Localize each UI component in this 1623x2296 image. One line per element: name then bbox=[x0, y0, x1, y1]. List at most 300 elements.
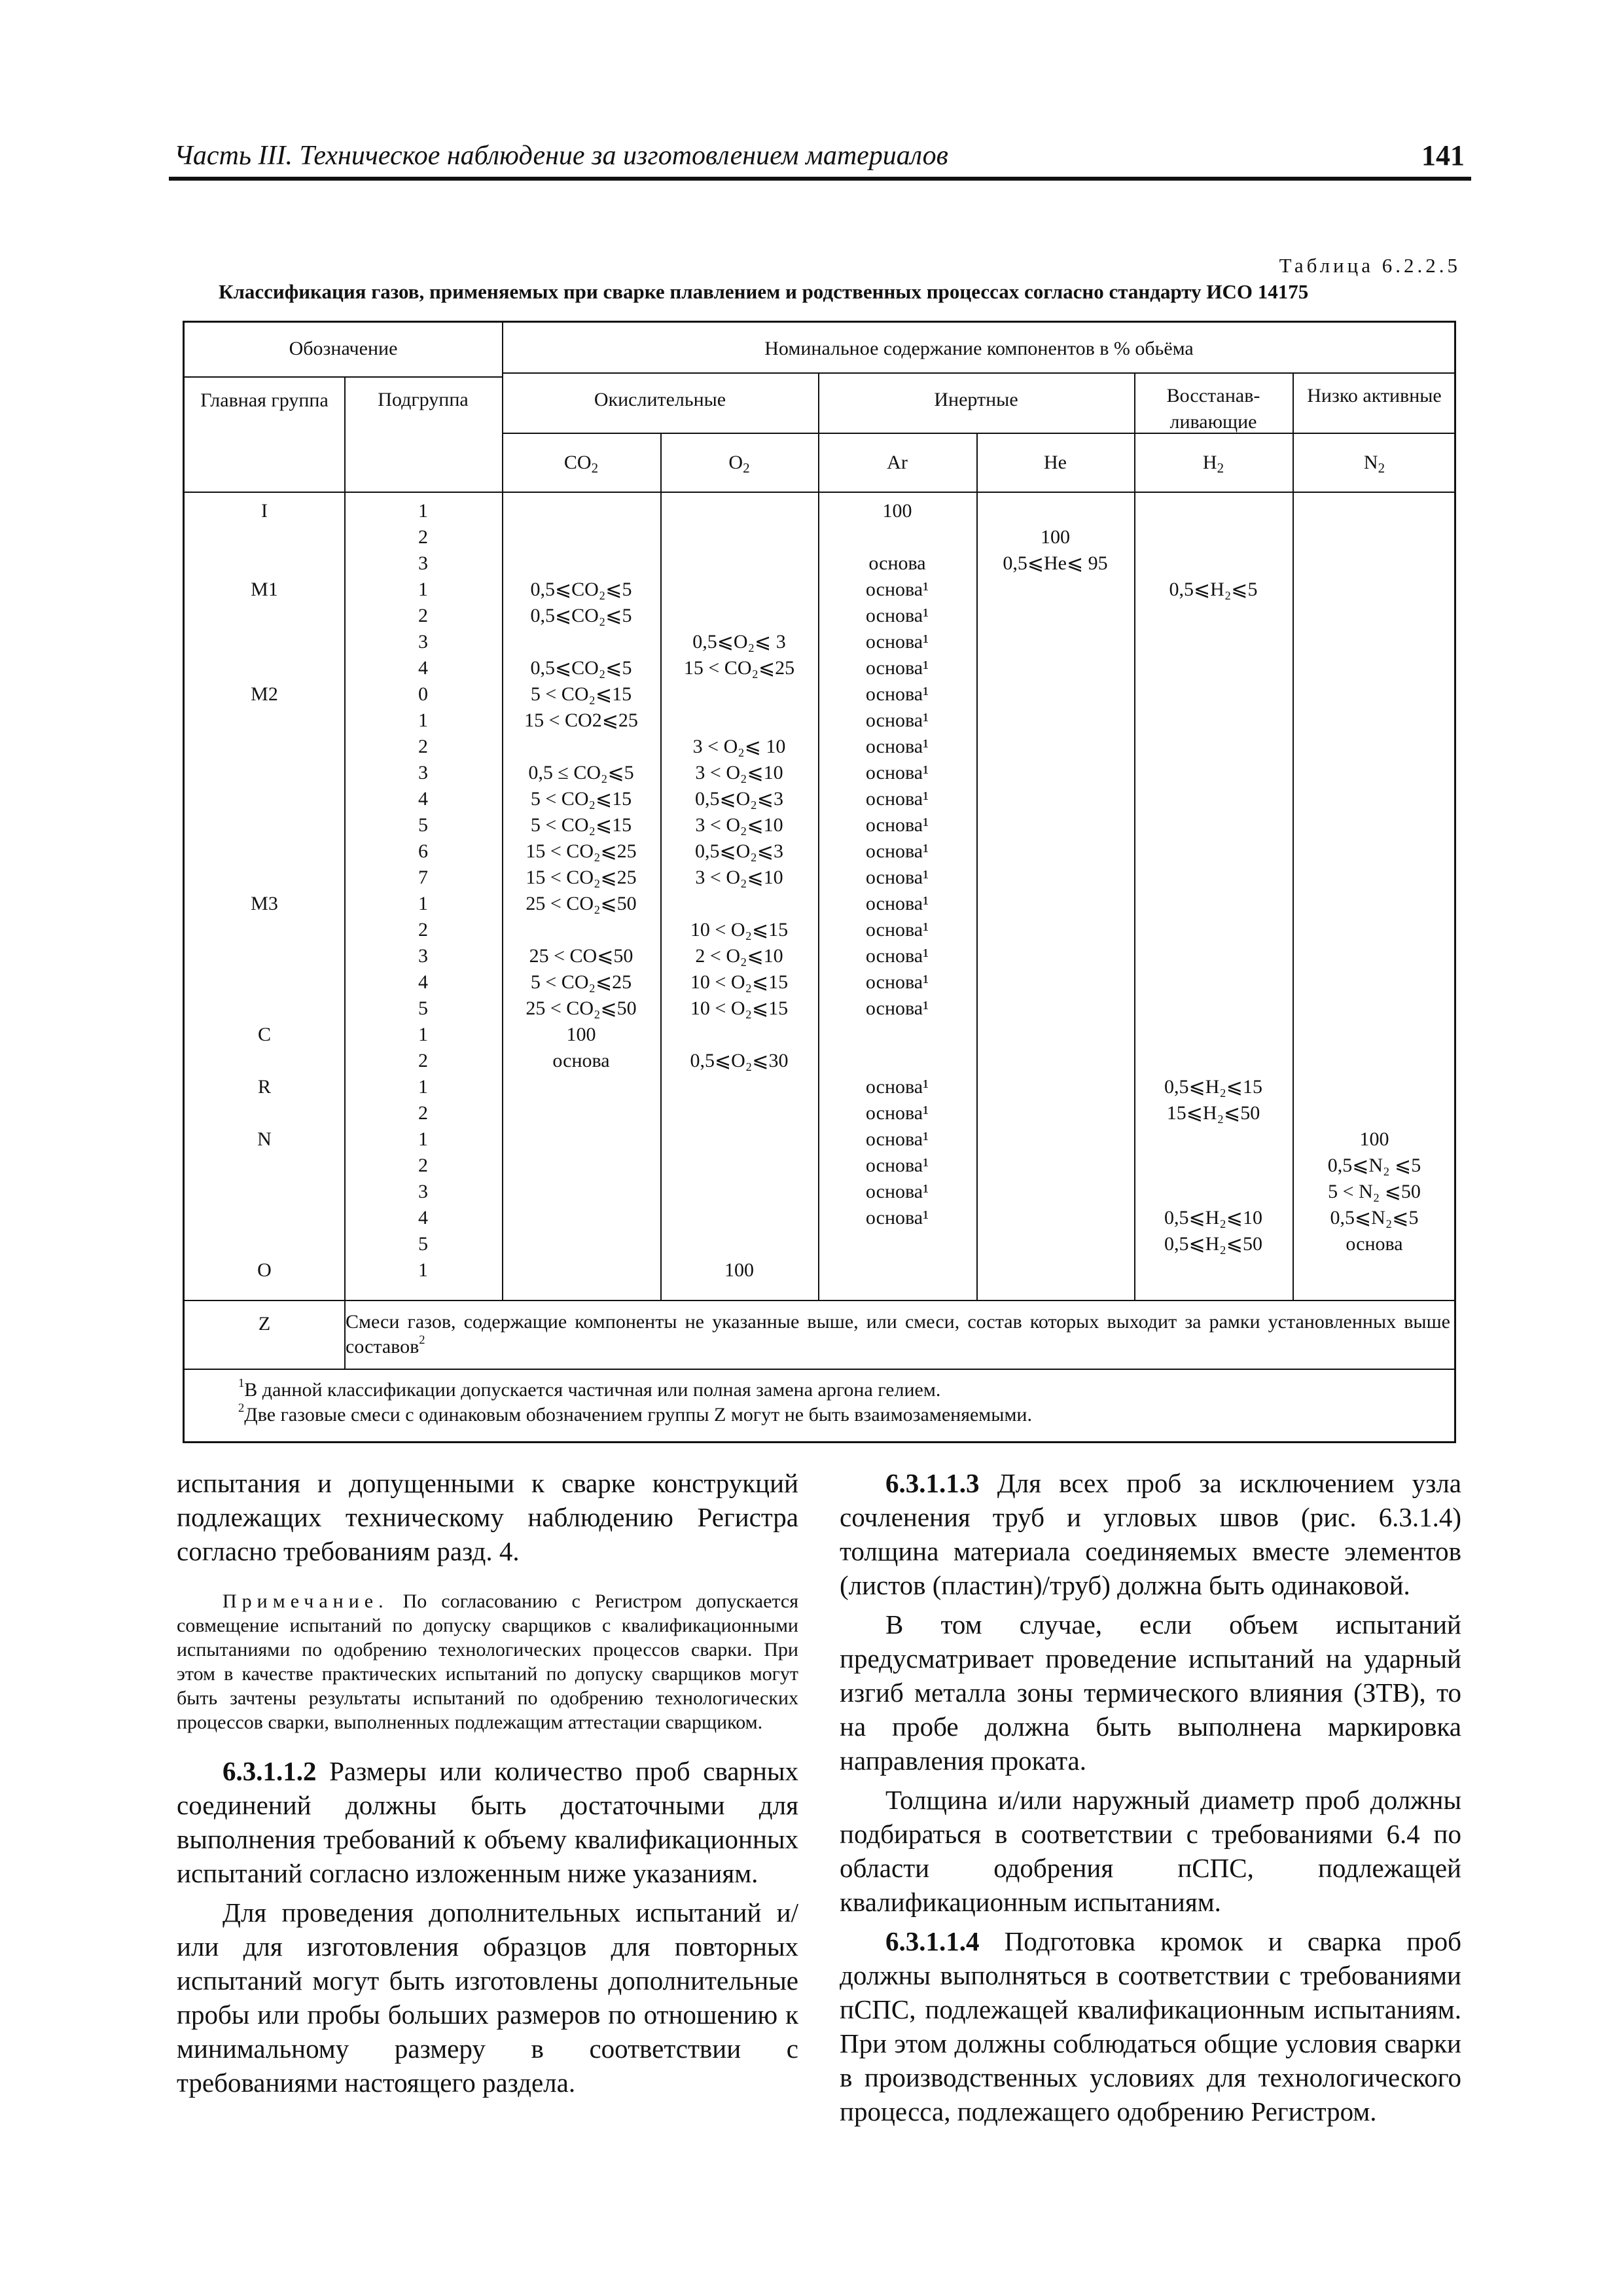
z-footnote-mark: 2 bbox=[419, 1333, 425, 1347]
table-cell-co2 bbox=[502, 1257, 660, 1283]
table-cell-co2 bbox=[502, 1231, 660, 1257]
table-cell-group bbox=[185, 1231, 344, 1257]
table-cell-co2 bbox=[502, 1153, 660, 1179]
column-ar bbox=[818, 498, 976, 1283]
table-cell-o2 bbox=[660, 1074, 818, 1100]
table-cell-sub: 1 bbox=[418, 579, 428, 600]
table-cell-h2 bbox=[1134, 708, 1293, 734]
o2-subscript: 2 bbox=[743, 460, 750, 476]
z-description bbox=[346, 1310, 1450, 1359]
table-cell-co2: 25 < CO₂⩽50 bbox=[526, 893, 637, 914]
header-ar: Ar bbox=[887, 452, 908, 473]
table-cell-h2 bbox=[1134, 969, 1293, 996]
table-cell-n2: 0,5⩽N₂⩽5 bbox=[1330, 1207, 1419, 1229]
table-cell-o2: 2 < O₂⩽10 bbox=[695, 945, 783, 967]
column-n2 bbox=[1293, 498, 1456, 1283]
table-cell-he bbox=[976, 969, 1134, 996]
table-cell-ar: основа¹ bbox=[865, 893, 929, 914]
table-cell-sub: 1 bbox=[418, 1128, 428, 1150]
table-caption: Классификация газов, применяемых при сварке плавлением и родственных процессах согласно стандарту ИСО 14175 bbox=[219, 280, 1309, 303]
table-cell-group bbox=[185, 603, 344, 629]
table-cell-group bbox=[185, 786, 344, 812]
table-cell-sub: 3 bbox=[418, 762, 428, 783]
table-cell-he bbox=[976, 760, 1134, 786]
table-cell-sub: 4 bbox=[418, 971, 428, 993]
table-cell-o2: 15 < CO₂⩽25 bbox=[683, 657, 795, 679]
table-cell-sub: 2 bbox=[418, 526, 428, 548]
table-cell-co2 bbox=[502, 1100, 660, 1126]
table-cell-h2 bbox=[1134, 629, 1293, 655]
table-cell-o2 bbox=[660, 550, 818, 577]
table-cell-o2 bbox=[660, 708, 818, 734]
clause-number: 6.3.1.1.2 bbox=[223, 1756, 317, 1786]
table-cell-ar: основа¹ bbox=[865, 709, 929, 731]
table-cell-ar: основа¹ bbox=[865, 1207, 929, 1229]
table-cell-he bbox=[976, 1074, 1134, 1100]
table-cell-co2: 0,5⩽CO₂⩽5 bbox=[530, 605, 632, 626]
table-cell-he bbox=[976, 498, 1134, 524]
table-cell-sub: 4 bbox=[418, 1207, 428, 1229]
table-cell-group: M3 bbox=[251, 893, 278, 914]
clause-6-3-1-1-3 bbox=[840, 1466, 1461, 1602]
table-cell-sub: 1 bbox=[418, 500, 428, 522]
table-cell-h2 bbox=[1134, 996, 1293, 1022]
table-cell-o2: 3 < O₂⩽10 bbox=[695, 814, 783, 836]
table-cell-sub: 5 bbox=[418, 814, 428, 836]
table-cell-h2 bbox=[1134, 734, 1293, 760]
table-cell-he bbox=[976, 1100, 1134, 1126]
table-cell-sub: 3 bbox=[418, 552, 428, 574]
table-cell-co2: основа bbox=[552, 1050, 610, 1071]
table-cell-h2 bbox=[1134, 812, 1293, 838]
paragraph: Для проведения дополнительных испытаний и/или для изготовления образцов для повторных испытаний могут быть изготовлены дополнительные пробы или пробы больших размеров по отношению к минимальному размеру в соответствии с требованиями настоящего раздела. bbox=[177, 1897, 798, 2098]
clause-number: 6.3.1.1.3 bbox=[885, 1468, 980, 1498]
table-cell-co2 bbox=[502, 1205, 660, 1231]
table-cell-n2 bbox=[1293, 524, 1456, 550]
header-reducing-text: Восстанав-ливающие bbox=[1166, 385, 1260, 433]
h2-subscript: 2 bbox=[1217, 460, 1224, 476]
table-cell-group: I bbox=[261, 500, 268, 522]
table-cell-he bbox=[976, 603, 1134, 629]
table-cell-sub: 1 bbox=[418, 1076, 428, 1098]
co2-subscript: 2 bbox=[591, 460, 599, 476]
header-o2 bbox=[660, 451, 818, 474]
table-cell-he bbox=[976, 1153, 1134, 1179]
header-subgroup: Подгруппа bbox=[378, 389, 469, 410]
column-main-group bbox=[185, 498, 344, 1283]
table-cell-he bbox=[976, 1231, 1134, 1257]
table-cell-sub: 4 bbox=[418, 788, 428, 810]
table-cell-o2 bbox=[660, 1126, 818, 1153]
table-cell-h2 bbox=[1134, 550, 1293, 577]
footnote-2-mark: 2 bbox=[238, 1401, 245, 1415]
table-cell-group: O bbox=[257, 1259, 272, 1281]
table-cell-group bbox=[185, 760, 344, 786]
table-number: Таблица 6.2.2.5 bbox=[1279, 254, 1461, 277]
table-cell-co2: 25 < CO₂⩽50 bbox=[526, 997, 637, 1019]
header-reducing bbox=[1134, 383, 1293, 435]
header-low-active-text: Низко активные bbox=[1307, 385, 1442, 406]
footnote-2-text: Две газовые смеси с одинаковым обозначением группы Z могут не быть взаимозаменяемыми. bbox=[244, 1404, 1032, 1426]
table-cell-he bbox=[976, 1022, 1134, 1048]
table-cell-ar: 100 bbox=[882, 500, 912, 522]
table-cell-co2: 0,5 ≤ CO₂⩽5 bbox=[528, 762, 634, 783]
table-cell-co2: 15 < CO₂⩽25 bbox=[526, 867, 637, 888]
table-cell-h2: 0,5⩽H₂⩽10 bbox=[1164, 1207, 1262, 1229]
table-cell-h2 bbox=[1134, 681, 1293, 708]
table-cell-o2: 3 < O₂⩽10 bbox=[695, 867, 783, 888]
header-oxidizing: Окислительные bbox=[594, 389, 726, 410]
table-cell-group bbox=[185, 943, 344, 969]
table-cell-sub: 3 bbox=[418, 1181, 428, 1202]
table-cell-group bbox=[185, 629, 344, 655]
table-cell-co2 bbox=[502, 550, 660, 577]
table-cell-co2 bbox=[502, 1179, 660, 1205]
footnote-2 bbox=[238, 1403, 1032, 1427]
clause-text: Для всех проб за исключением узла сочленения труб и угловых швов (рис. 6.3.1.4) толщина материала соединяемых вместе элементов (листов (пластин)/труб) должна быть одинаковой. bbox=[840, 1468, 1461, 1600]
table-cell-sub: 2 bbox=[418, 1102, 428, 1124]
table-cell-sub: 4 bbox=[418, 657, 428, 679]
table-cell-ar: основа¹ bbox=[865, 788, 929, 810]
table-cell-group: M2 bbox=[251, 683, 278, 705]
table-cell-co2 bbox=[502, 498, 660, 524]
table-cell-o2 bbox=[660, 524, 818, 550]
column-co2 bbox=[502, 498, 660, 1283]
table-cell-co2: 25 < CO⩽50 bbox=[529, 945, 633, 967]
table-cell-he bbox=[976, 629, 1134, 655]
table-rule bbox=[502, 433, 1456, 434]
header-co2 bbox=[502, 451, 660, 474]
table-cell-ar: основа bbox=[868, 552, 926, 574]
table-cell-sub: 2 bbox=[418, 605, 428, 626]
table-cell-o2 bbox=[660, 603, 818, 629]
table-cell-co2: 5 < CO₂⩽15 bbox=[530, 788, 632, 810]
table-rule bbox=[185, 1300, 1456, 1301]
table-cell-sub: 2 bbox=[418, 919, 428, 941]
n2-subscript: 2 bbox=[1378, 460, 1385, 476]
table-cell-n2 bbox=[1293, 1022, 1456, 1048]
table-cell-h2 bbox=[1134, 760, 1293, 786]
table-cell-sub: 3 bbox=[418, 631, 428, 653]
table-cell-group bbox=[185, 838, 344, 865]
table-cell-o2: 10 < O₂⩽15 bbox=[690, 971, 789, 993]
table-cell-co2: 5 < CO₂⩽15 bbox=[530, 814, 632, 836]
note bbox=[177, 1589, 798, 1734]
table-cell-ar bbox=[818, 1257, 976, 1283]
table-cell-n2 bbox=[1293, 969, 1456, 996]
table-cell-ar bbox=[818, 1022, 976, 1048]
table-cell-h2 bbox=[1134, 786, 1293, 812]
table-cell-n2 bbox=[1293, 760, 1456, 786]
table-cell-co2 bbox=[502, 917, 660, 943]
table-cell-he bbox=[976, 1257, 1134, 1283]
table-cell-sub: 2 bbox=[418, 736, 428, 757]
table-cell-n2 bbox=[1293, 917, 1456, 943]
table-cell-sub: 1 bbox=[418, 1259, 428, 1281]
table-cell-he: 0,5⩽He⩽ 95 bbox=[1003, 552, 1108, 574]
table-cell-he bbox=[976, 1048, 1134, 1074]
note-title: Примечание. bbox=[223, 1590, 389, 1612]
table-cell-sub: 1 bbox=[418, 1024, 428, 1045]
table-cell-o2 bbox=[660, 681, 818, 708]
table-cell-ar: основа¹ bbox=[865, 736, 929, 757]
column-he bbox=[976, 498, 1134, 1283]
table-cell-he bbox=[976, 681, 1134, 708]
table-cell-ar: основа¹ bbox=[865, 997, 929, 1019]
clause-number: 6.3.1.1.4 bbox=[885, 1926, 980, 1956]
table-cell-co2: 5 < CO₂⩽15 bbox=[530, 683, 632, 705]
table-cell-ar: основа¹ bbox=[865, 657, 929, 679]
table-cell-n2 bbox=[1293, 1048, 1456, 1074]
co2-label: CO bbox=[563, 452, 592, 473]
table-cell-sub: 1 bbox=[418, 709, 428, 731]
table-cell-group: R bbox=[257, 1076, 271, 1098]
table-cell-co2 bbox=[502, 1074, 660, 1100]
table-cell-n2 bbox=[1293, 708, 1456, 734]
table-cell-group bbox=[185, 1205, 344, 1231]
clause-text: Подготовка кромок и сварка проб должны выполняться в соответствии с требованиями пСПС, подлежащей квалификационным испытаниям. При этом должны соблюдаться общие условия сварки в производственных условиях для технологического процесса, подлежащего одобрению Регистром. bbox=[840, 1926, 1462, 2126]
table-cell-n2 bbox=[1293, 838, 1456, 865]
table-rule bbox=[185, 492, 1456, 493]
table-cell-h2 bbox=[1134, 1022, 1293, 1048]
table-cell-co2: 15 < CO₂⩽25 bbox=[526, 840, 637, 862]
table-cell-he bbox=[976, 996, 1134, 1022]
table-cell-o2: 10 < O₂⩽15 bbox=[690, 919, 789, 941]
z-group: Z bbox=[258, 1313, 271, 1335]
paragraph: В том случае, если объем испытаний предусматривает проведение испытаний на ударный изгиб металла зоны термического влияния (ЗТВ), то на пробе должна быть выполнена маркировка направления проката. bbox=[840, 1609, 1461, 1776]
table-cell-sub: 2 bbox=[418, 1050, 428, 1071]
header-he: He bbox=[1044, 452, 1067, 473]
footnote-1-mark: 1 bbox=[238, 1376, 245, 1390]
table-cell-group bbox=[185, 1048, 344, 1074]
table-cell-h2 bbox=[1134, 838, 1293, 865]
table-cell-h2 bbox=[1134, 917, 1293, 943]
table-cell-n2 bbox=[1293, 734, 1456, 760]
table-cell-n2 bbox=[1293, 996, 1456, 1022]
table-cell-n2 bbox=[1293, 1074, 1456, 1100]
table-cell-co2 bbox=[502, 1126, 660, 1153]
header-inert: Инертные bbox=[934, 389, 1018, 410]
table-cell-ar bbox=[818, 524, 976, 550]
table-cell-ar: основа¹ bbox=[865, 1155, 929, 1176]
table-cell-group: N bbox=[257, 1128, 272, 1150]
body-column-right bbox=[840, 1466, 1461, 2134]
table-rule bbox=[185, 1369, 1456, 1370]
table-cell-n2 bbox=[1293, 603, 1456, 629]
table-cell-group: M1 bbox=[251, 579, 278, 600]
table-cell-he bbox=[976, 1126, 1134, 1153]
table-cell-he bbox=[976, 734, 1134, 760]
table-cell-group bbox=[185, 996, 344, 1022]
table-cell-o2: 0,5⩽O₂⩽ 3 bbox=[692, 631, 786, 653]
table-cell-ar: основа¹ bbox=[865, 971, 929, 993]
table-cell-he bbox=[976, 655, 1134, 681]
table-cell-ar: основа¹ bbox=[865, 605, 929, 626]
table-cell-h2 bbox=[1134, 603, 1293, 629]
page-number: 141 bbox=[1421, 139, 1465, 171]
table-cell-n2: 0,5⩽N₂ ⩽5 bbox=[1327, 1155, 1421, 1176]
table-cell-group bbox=[185, 655, 344, 681]
table-cell-ar: основа¹ bbox=[865, 840, 929, 862]
table-cell-h2: 15⩽H₂⩽50 bbox=[1166, 1102, 1260, 1124]
table-cell-n2 bbox=[1293, 577, 1456, 603]
table-cell-group bbox=[185, 1153, 344, 1179]
table-cell-o2 bbox=[660, 1153, 818, 1179]
table-cell-h2 bbox=[1134, 655, 1293, 681]
table-cell-h2 bbox=[1134, 1048, 1293, 1074]
table-cell-he bbox=[976, 943, 1134, 969]
table-cell-o2: 10 < O₂⩽15 bbox=[690, 997, 789, 1019]
table-cell-he bbox=[976, 917, 1134, 943]
table-cell-o2 bbox=[660, 1179, 818, 1205]
table-cell-h2 bbox=[1134, 498, 1293, 524]
table-cell-h2: 0,5⩽H₂⩽50 bbox=[1164, 1233, 1262, 1255]
column-o2 bbox=[660, 498, 818, 1283]
table-cell-he bbox=[976, 865, 1134, 891]
table-cell-ar bbox=[818, 1231, 976, 1257]
header-nominal-content: Номинальное содержание компонентов в % обьёма bbox=[764, 338, 1194, 359]
table-cell-co2: 0,5⩽CO₂⩽5 bbox=[530, 579, 632, 600]
table-rule bbox=[502, 372, 1456, 374]
footnote-1 bbox=[238, 1378, 1032, 1403]
table-cell-ar: основа¹ bbox=[865, 867, 929, 888]
table-cell-h2 bbox=[1134, 891, 1293, 917]
column-h2 bbox=[1134, 498, 1293, 1283]
table-cell-sub: 3 bbox=[418, 945, 428, 967]
table-rule bbox=[185, 376, 502, 378]
table-cell-n2: 5 < N₂ ⩽50 bbox=[1328, 1181, 1421, 1202]
table-cell-o2: 100 bbox=[724, 1259, 754, 1281]
table-cell-group bbox=[185, 917, 344, 943]
table-footnotes bbox=[238, 1378, 1032, 1427]
table-cell-sub: 1 bbox=[418, 893, 428, 914]
table-cell-he: 100 bbox=[1041, 526, 1070, 548]
table-cell-h2 bbox=[1134, 865, 1293, 891]
table-cell-n2: основа bbox=[1346, 1233, 1403, 1255]
table-cell-sub: 6 bbox=[418, 840, 428, 862]
table-cell-group bbox=[185, 865, 344, 891]
table-cell-h2 bbox=[1134, 1179, 1293, 1205]
n2-label: N bbox=[1363, 452, 1378, 473]
table-cell-o2: 0,5⩽O₂⩽3 bbox=[695, 788, 783, 810]
table-cell-n2 bbox=[1293, 655, 1456, 681]
clause-text: Размеры или количество проб сварных соединений должны быть достаточными для выполнения требований к объему квалификационных испытаний согласно изложенным ниже указаниям. bbox=[177, 1756, 798, 1888]
table-cell-co2 bbox=[502, 629, 660, 655]
table-cell-group bbox=[185, 550, 344, 577]
table-cell-n2 bbox=[1293, 1100, 1456, 1126]
table-cell-ar: основа¹ bbox=[865, 1128, 929, 1150]
h2-label: H bbox=[1202, 452, 1217, 473]
column-subgroup bbox=[344, 498, 502, 1283]
table-cell-co2: 5 < CO₂⩽25 bbox=[530, 971, 632, 993]
running-title: Часть III. Техническое наблюдение за изготовлением материалов bbox=[174, 141, 948, 171]
table-cell-group bbox=[185, 812, 344, 838]
table-cell-group bbox=[185, 734, 344, 760]
table-cell-sub: 0 bbox=[418, 683, 428, 705]
table-cell-sub: 2 bbox=[418, 1155, 428, 1176]
table-cell-o2: 3 < O₂⩽ 10 bbox=[692, 736, 786, 757]
table-cell-n2 bbox=[1293, 550, 1456, 577]
table-cell-ar: основа¹ bbox=[865, 1076, 929, 1098]
table-cell-n2 bbox=[1293, 1257, 1456, 1283]
table-cell-he bbox=[976, 1179, 1134, 1205]
table-cell-n2 bbox=[1293, 786, 1456, 812]
paragraph: испытания и допущенными к сварке конструкций подлежащих техническому наблюдению Регистра согласно требованиям разд. 4. bbox=[177, 1468, 798, 1566]
table-cell-he bbox=[976, 786, 1134, 812]
table-cell-o2: 0,5⩽O₂⩽30 bbox=[690, 1050, 789, 1071]
gas-classification-table bbox=[183, 321, 1456, 1443]
table-cell-he bbox=[976, 838, 1134, 865]
table-cell-n2 bbox=[1293, 891, 1456, 917]
table-cell-n2 bbox=[1293, 943, 1456, 969]
table-cell-he bbox=[976, 891, 1134, 917]
o2-label: O bbox=[728, 452, 743, 473]
paragraph: Толщина и/или наружный диаметр проб должны подбираться в соответствии с требованиями 6.4 по области одобрения пСПС, подлежащей квалификационным испытаниям. bbox=[840, 1785, 1461, 1917]
note-text: По согласованию с Регистром допускается совмещение испытаний по допуску сварщиков с квалификационными испытаниями по одобрению технологических процессов сварки. При этом в качестве практических испытаний по допуску сварщиков могут быть зачтены результаты испытаний по одобрению технологических процессов сварки, выполненных подлежащим аттестации сварщиком. bbox=[177, 1590, 799, 1733]
table-cell-sub: 7 bbox=[418, 867, 428, 888]
header-n2 bbox=[1293, 451, 1456, 474]
table-cell-co2 bbox=[502, 734, 660, 760]
table-cell-ar: основа¹ bbox=[865, 1102, 929, 1124]
table-cell-he bbox=[976, 577, 1134, 603]
table-cell-o2 bbox=[660, 1205, 818, 1231]
table-cell-n2 bbox=[1293, 498, 1456, 524]
table-cell-ar: основа¹ bbox=[865, 579, 929, 600]
table-cell-h2 bbox=[1134, 1153, 1293, 1179]
table-cell-sub: 5 bbox=[418, 997, 428, 1019]
table-cell-group bbox=[185, 708, 344, 734]
table-cell-n2: 100 bbox=[1359, 1128, 1389, 1150]
table-cell-ar bbox=[818, 1048, 976, 1074]
table-cell-ar: основа¹ bbox=[865, 814, 929, 836]
table-cell-group bbox=[185, 1100, 344, 1126]
table-cell-co2: 100 bbox=[566, 1024, 596, 1045]
table-cell-ar: основа¹ bbox=[865, 631, 929, 653]
table-cell-n2 bbox=[1293, 629, 1456, 655]
table-cell-h2 bbox=[1134, 943, 1293, 969]
table-cell-he bbox=[976, 812, 1134, 838]
table-cell-ar: основа¹ bbox=[865, 919, 929, 941]
header-main-group bbox=[185, 388, 344, 413]
table-cell-n2 bbox=[1293, 681, 1456, 708]
table-cell-group: C bbox=[257, 1024, 271, 1045]
table-cell-o2 bbox=[660, 1100, 818, 1126]
table-cell-n2 bbox=[1293, 812, 1456, 838]
table-cell-he bbox=[976, 708, 1134, 734]
header-low-active bbox=[1293, 383, 1456, 409]
table-cell-o2 bbox=[660, 1231, 818, 1257]
table-cell-h2 bbox=[1134, 524, 1293, 550]
table-cell-co2: 0,5⩽CO₂⩽5 bbox=[530, 657, 632, 679]
table-cell-group bbox=[185, 1179, 344, 1205]
header-h2 bbox=[1134, 451, 1293, 474]
table-cell-ar: основа¹ bbox=[865, 762, 929, 783]
table-cell-ar: основа¹ bbox=[865, 683, 929, 705]
table-cell-sub: 5 bbox=[418, 1233, 428, 1255]
table-cell-he bbox=[976, 1205, 1134, 1231]
footnote-1-text: В данной классификации допускается частичная или полная замена аргона гелием. bbox=[244, 1379, 941, 1401]
header-main-group-text: Главная группа bbox=[200, 389, 329, 411]
table-cell-group bbox=[185, 969, 344, 996]
clause-6-3-1-1-2 bbox=[177, 1754, 798, 1890]
z-description-text: Смеси газов, содержащие компоненты не указанные выше, или смеси, состав которых выходит за рамки установленных выше составов bbox=[346, 1311, 1450, 1357]
table-cell-group bbox=[185, 524, 344, 550]
table-cell-o2: 0,5⩽O₂⩽3 bbox=[695, 840, 783, 862]
header-designation: Обозначение bbox=[289, 338, 398, 359]
body-column-left bbox=[177, 1466, 798, 2105]
running-header bbox=[169, 137, 1471, 181]
table-cell-o2: 3 < O₂⩽10 bbox=[695, 762, 783, 783]
